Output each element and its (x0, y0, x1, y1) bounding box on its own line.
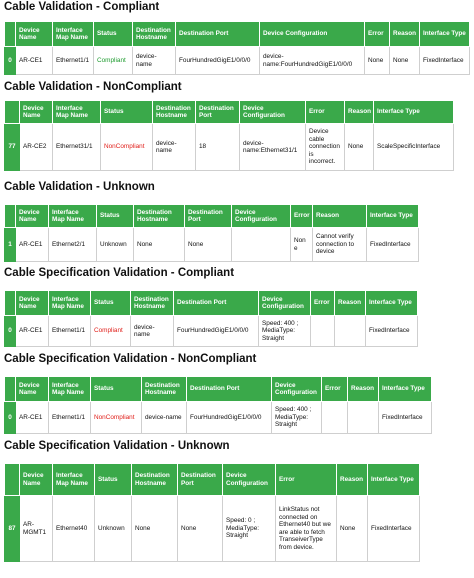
section-cable-validation-compliant (4, 0, 159, 14)
header-destination-port[interactable]: Destination Port (176, 22, 260, 47)
section-cable-spec-validation-unknown (4, 439, 230, 453)
header-error[interactable]: Error (311, 291, 335, 316)
section-cable-spec-validation-compliant (4, 266, 234, 280)
header-device-name[interactable]: Device Name (20, 101, 53, 124)
cell-error: None (365, 47, 390, 75)
cell-device-name: AR-CE2 (20, 124, 53, 171)
cell-destination-port: FourHundredGigE1/0/0/0 (176, 47, 260, 75)
cell-reason: Cannot verify connection to device (313, 228, 367, 262)
header-interface-map-name[interactable]: Interface Map Name (53, 101, 101, 124)
cell-interface-type: FixedInterface (379, 402, 432, 434)
header-error[interactable]: Error (322, 377, 348, 402)
cell-status: NonCompliant (101, 124, 153, 171)
table-row[interactable] (5, 402, 432, 434)
cell-device-configuration: device-name:Ethernet31/1 (240, 124, 306, 171)
header-interface-map-name[interactable]: Interface Map Name (49, 291, 91, 316)
section-title: Cable Specification Validation - NonCompliant (4, 353, 257, 365)
cell-device-name: AR-MGMT1 (20, 496, 53, 562)
table-cable-spec-validation-compliant (4, 290, 418, 347)
header-error[interactable]: Error (276, 464, 337, 496)
cell-destination-hostname: device-name (142, 402, 187, 434)
cell-reason (348, 402, 379, 434)
cell-interface-map-name: Ethernet2/1 (49, 228, 97, 262)
header-destination-port[interactable]: Destination Port (178, 464, 223, 496)
header-reason[interactable]: Reason (390, 22, 420, 47)
header-device-configuration[interactable]: Device Configuration (232, 205, 291, 228)
row-index: 0 (5, 402, 16, 434)
header-destination-hostname[interactable]: Destination Hostname (142, 377, 187, 402)
header-device-name[interactable]: Device Name (16, 377, 49, 402)
cell-status: NonCompliant (91, 402, 142, 434)
cell-destination-port: FourHundredGigE1/0/0/0 (174, 316, 259, 347)
row-index: 87 (5, 496, 20, 562)
header-reason[interactable]: Reason (348, 377, 379, 402)
cell-error: None (291, 228, 313, 262)
cell-destination-port: FourHundredGigE1/0/0/0 (187, 402, 272, 434)
cell-device-configuration: Speed: 0 ; MediaType: Straight (223, 496, 276, 562)
table-cable-spec-validation-noncompliant (4, 376, 432, 434)
header-status[interactable]: Status (97, 205, 134, 228)
cell-interface-type: FixedInterface (366, 316, 418, 347)
cell-destination-port: None (178, 496, 223, 562)
cell-error (311, 316, 335, 347)
section-title: Cable Validation - Unknown (4, 181, 155, 193)
header-index (5, 377, 16, 402)
header-reason[interactable]: Reason (337, 464, 368, 496)
cell-status: Compliant (91, 316, 131, 347)
cell-interface-type: FixedInterface (367, 228, 419, 262)
section-title: Cable Specification Validation - Compliant (4, 267, 235, 279)
section-title: Cable Validation - NonCompliant (4, 81, 182, 93)
table-row[interactable] (5, 124, 454, 171)
header-error[interactable]: Error (291, 205, 313, 228)
header-status[interactable]: Status (91, 291, 131, 316)
header-interface-map-name[interactable]: Interface Map Name (49, 377, 91, 402)
header-device-name[interactable]: Device Name (20, 464, 53, 496)
header-reason[interactable]: Reason (313, 205, 367, 228)
section-cable-spec-validation-noncompliant (4, 352, 256, 366)
cell-device-configuration: device-name:FourHundredGigE1/0/0/0 (260, 47, 365, 75)
table-cable-validation-noncompliant (4, 100, 454, 171)
cell-destination-hostname: None (134, 228, 185, 262)
header-status[interactable]: Status (101, 101, 153, 124)
table-cable-validation-unknown (4, 204, 419, 262)
header-device-configuration[interactable]: Device Configuration (240, 101, 306, 124)
cell-device-name: AR-CE1 (16, 316, 49, 347)
header-destination-port[interactable]: Destination Port (196, 101, 240, 124)
cell-interface-map-name: Ethernet1/1 (49, 402, 91, 434)
cell-reason (335, 316, 366, 347)
cell-destination-hostname: device-name (133, 47, 176, 75)
cell-error: LinkStatus not connected on Ethernet40 but we are able to fetch TranseiverType from device. (276, 496, 337, 562)
section-title: Cable Specification Validation - Unknown (4, 440, 230, 452)
cell-status: Unknown (97, 228, 134, 262)
cell-device-configuration: Speed: 400 ; MediaType: Straight (272, 402, 322, 434)
header-error[interactable]: Error (365, 22, 390, 47)
row-index: 0 (5, 316, 16, 347)
header-device-configuration[interactable]: Device Configuration (259, 291, 311, 316)
cell-destination-port: 18 (196, 124, 240, 171)
section-title: Cable Validation - Compliant (4, 1, 160, 13)
header-destination-port[interactable]: Destination Port (174, 291, 259, 316)
header-index (5, 291, 16, 316)
cell-destination-hostname: None (132, 496, 178, 562)
header-index (5, 464, 20, 496)
header-interface-type[interactable]: Interface Type (374, 101, 454, 124)
cell-status: Unknown (95, 496, 132, 562)
cell-status: Compliant (94, 47, 133, 75)
header-reason[interactable]: Reason (335, 291, 366, 316)
header-index (5, 101, 20, 124)
header-destination-hostname[interactable]: Destination Hostname (132, 464, 178, 496)
header-status[interactable]: Status (91, 377, 142, 402)
header-device-configuration[interactable]: Device Configuration (223, 464, 276, 496)
cell-device-name: AR-CE1 (16, 47, 53, 75)
cell-interface-map-name: Ethernet31/1 (53, 124, 101, 171)
table-row[interactable] (5, 228, 419, 262)
cell-destination-hostname: device-name (153, 124, 196, 171)
cell-device-configuration: Speed: 400 ; MediaType: Straight (259, 316, 311, 347)
header-device-configuration[interactable]: Device Configuration (272, 377, 322, 402)
cell-device-configuration (232, 228, 291, 262)
header-interface-type[interactable]: Interface Type (366, 291, 418, 316)
cell-destination-port: None (185, 228, 232, 262)
cell-device-name: AR-CE1 (16, 228, 49, 262)
cell-reason: None (337, 496, 368, 562)
header-index (5, 205, 16, 228)
cell-destination-hostname: device-name (131, 316, 174, 347)
header-index (5, 22, 16, 47)
header-interface-type[interactable]: Interface Type (379, 377, 432, 402)
header-interface-type[interactable]: Interface Type (368, 464, 420, 496)
section-cable-validation-unknown (4, 180, 155, 194)
table-cable-validation-compliant (4, 21, 470, 75)
cell-interface-type: FixedInterface (420, 47, 470, 75)
header-status[interactable]: Status (94, 22, 133, 47)
cell-device-name: AR-CE1 (16, 402, 49, 434)
header-destination-hostname[interactable]: Destination Hostname (153, 101, 196, 124)
row-index: 0 (5, 47, 16, 75)
header-interface-map-name[interactable]: Interface Map Name (49, 205, 97, 228)
header-destination-hostname[interactable]: Destination Hostname (134, 205, 185, 228)
header-device-name[interactable]: Device Name (16, 22, 53, 47)
header-interface-type[interactable]: Interface Type (367, 205, 419, 228)
header-interface-map-name[interactable]: Interface Map Name (53, 464, 95, 496)
header-reason[interactable]: Reason (345, 101, 374, 124)
header-interface-type[interactable]: Interface Type (420, 22, 470, 47)
table-row[interactable] (5, 496, 420, 562)
header-destination-port[interactable]: Destination Port (185, 205, 232, 228)
table-row[interactable] (5, 316, 418, 347)
header-error[interactable]: Error (306, 101, 345, 124)
cell-interface-type: FixedInterface (368, 496, 420, 562)
header-destination-hostname[interactable]: Destination Hostname (133, 22, 176, 47)
cell-interface-map-name: Ethernet1/1 (53, 47, 94, 75)
header-device-configuration[interactable]: Device Configuration (260, 22, 365, 47)
cell-error (322, 402, 348, 434)
cell-error: Device cable connection is incorrect. (306, 124, 345, 171)
header-destination-port[interactable]: Destination Port (187, 377, 272, 402)
header-device-name[interactable]: Device Name (16, 291, 49, 316)
row-index: 1 (5, 228, 16, 262)
header-status[interactable]: Status (95, 464, 132, 496)
cell-reason: None (390, 47, 420, 75)
header-device-name[interactable]: Device Name (16, 205, 49, 228)
header-interface-map-name[interactable]: Interface Map Name (53, 22, 94, 47)
cell-reason: None (345, 124, 374, 171)
table-cable-spec-validation-unknown (4, 463, 420, 562)
table-row[interactable] (5, 47, 470, 75)
cell-interface-type: ScaleSpecificInterface (374, 124, 454, 171)
section-cable-validation-noncompliant (4, 80, 182, 94)
cell-interface-map-name: Ethernet40 (53, 496, 95, 562)
row-index: 77 (5, 124, 20, 171)
header-destination-hostname[interactable]: Destination Hostname (131, 291, 174, 316)
cell-interface-map-name: Ethernet1/1 (49, 316, 91, 347)
